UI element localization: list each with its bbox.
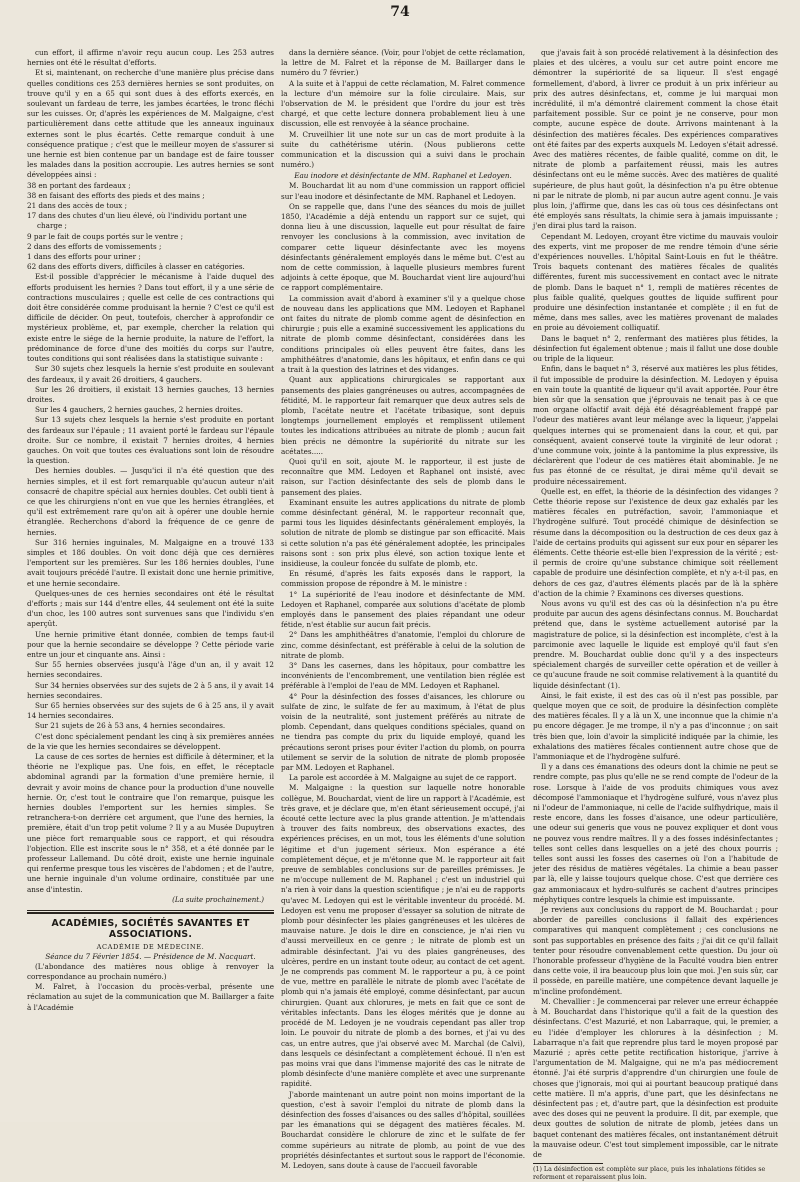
paragraph: Sur 55 hernies observées jusqu'à l'âge d'un an, il y avait 12 hernies secondaires.	[27, 660, 274, 680]
subsection-heading: Eau inodore et désinfectante de MM. Raphanel et Ledoyen.	[294, 171, 512, 181]
paragraph: La parole est accordée à M. Malgaigne au sujet de ce rapport.	[289, 773, 517, 783]
paragraph: En résumé, d'après les faits exposés dans le rapport, la commission propose de répondre à M. le ministre :	[281, 569, 525, 589]
paragraph: Sur 34 hernies observées sur des sujets de 2 à 5 ans, il y avait 14 hernies secondaires.	[27, 680, 274, 700]
paragraph: Il y a dans ces émanations des odeurs dont la chimie ne peut se rendre compte, pas plus qu'elle ne se rend compte de l'odeur de la rose. Lorsque à l'aide de vos produits chimiques vous avez décomposé l'ammoniaque et l'hydrogène sulfuré, vous n'avez plus ni l'odeur de l'ammoniaque, ni celle de l'acide sulfhydrique, mais il reste encore, dans les fosses d'aisance, une odeur particulière, une odeur sui generis que vous ne pouvez expliquer et dont vous ne pouvez vous rendre maîtres. Il y a des fosses indésinfectantes ; telles sont celles dans lesquelles on a jeté des choux pourris ; telles sont aussi les fosses des casernes où l'on a l'habitude de jeter des résidus de matières végétales. La chimie a beau passer par là, elle y laisse toujours quelque chose. C'est que derrière ces gaz ammoniacaux et hydro-sulfurés se cachent d'autres principes méphytiques contre lesquels la chimie est impuissante.	[533, 762, 778, 904]
to-be-continued: (La suite prochainement.)	[172, 895, 264, 904]
section-title: ACADÉMIES, SOCIÉTÉS SAVANTES ET ASSOCIATIONS.	[51, 917, 250, 940]
paragraph: Sur 65 hernies observées sur des sujets de 6 à 25 ans, il y avait 14 hernies secondaires.	[27, 701, 274, 721]
column-middle-part-b	[281, 181, 525, 1171]
academy-name: ACADÉMIE DE MÉDECINE.	[96, 942, 205, 951]
footnote: (1) La désinfection est complète sur place, puis les inhalations fétides se reforment et reparaissent plus loin.	[533, 1166, 766, 1182]
paragraph: Sur 316 hernies inguinales, M. Malgaigne en a trouvé 133 simples et 186 doubles. On voit donc déjà que ces dernières l'emportent sur les premières. Sur les 186 hernies doubles, l'une avait toujours précédé l'autre. Il existait donc une hernie primitive, et une hernie secondaire.	[27, 537, 274, 588]
page-number: 74	[390, 4, 410, 20]
paragraph: Nous avons vu qu'il est des cas où la désinfection n'a pu être produite par aucun des agens désinfectans connus. M. Bouchardat prétend que, dans le système actuellement autorisé par la magistrature de police, si la désinfection est incomplète, c'est à la parcimonie avec laquelle le liquide est employé qu'il faut s'en prendre. M. Bouchardat oublie donc qu'il y a des inspecteurs spécialement chargés de surveiller cette opération et de veiller à ce qu'aucune fraude ne soit commise relativement à la quantité du liquide désinfectant (1).	[533, 598, 778, 690]
paragraph: Sur les 26 droitiers, il existait 13 hernies gauches, 13 hernies droites.	[27, 384, 274, 404]
paragraph: que j'avais fait à son procédé relativement à la désinfection des plaies et des ulcères, a voulu sur cet autre point encore me démontrer la supériorité de sa liqueur. Il s'est engagé formellement, d'abord, à livrer ce produit à un prix inférieur au prix des autres désinfectans, et, comme je lui marquai mon incrédulité, il m'a démontré clairement comment la chose était parfaitement possible. Sur ce point je ne conserve, pour mon compte, aucune espèce de doute. Arrivons maintenant à la désinfection des matières fécales. Des expériences comparatives ont été faites par des experts auxquels M. Ledoyen s'était adressé. Avec des matières récentes, de faible qualité, comme on dit, le nitrate de plomb a parfaitement réussi, mais les autres désinfectans ont eu le même succès. Avec des matières de qualité supérieure, de plus haut goût, la désinfection n'a pu être obtenue ni par le nitrate de plomb, ni par aucun autre agent connu. Je vais plus loin, j'affirme que, dans les cas où tous ces désinfectans ont été employés sans résultats, la chimie sera à jamais impuissante ; j'en dirai plus tard la raison.	[533, 48, 778, 231]
paragraph: 62 dans des efforts divers, difficiles à classer en catégories.	[27, 262, 245, 272]
paragraph: cun effort, il affirme n'avoir reçu aucun coup. Les 253 autres hernies ont été le résultat d'efforts.	[27, 48, 274, 68]
paragraph: Des hernies doubles. — Jusqu'ici il n'a été question que des hernies simples, et il est fort remarquable qu'aucun auteur n'ait consacré de chapitre spécial aux hernies doubles. Cet oubli tient à ce que les chirurgiens n'ont en vue que les hernies étranglées, et qu'il est extrêmement rare qu'on ait à opérer une double hernie étranglée. Recherchons d'abord la fréquence de ce genre de hernies.	[27, 466, 274, 537]
paragraph: Sur les 4 gauchers, 2 hernies gauches, 2 hernies droites.	[35, 405, 243, 415]
paragraph: Cependant M. Ledoyen, croyant être victime du mauvais vouloir des experts, vint me proposer de me rendre témoin d'une série d'expériences nouvelles. L'hôpital Saint-Louis en fut le théâtre. Trois baquets contenant des matières fécales de qualités différentes, furent mis successivement en contact avec le nitrate de plomb. Dans le baquet n° 1, rempli de matières récentes de plus faible qualité, quelques gouttes de liquide suffirent pour produire une désinfection instantanée et complète ; il en fut de même, dans mes salles, avec les matières provenant de malades en proie au dévoiement colliquatif.	[533, 231, 778, 333]
paragraph: 1 dans des efforts pour uriner ;	[27, 252, 141, 262]
paragraph: Quelques-unes de ces hernies secondaires ont été le résultat d'efforts ; mais sur 144 d'entre elles, 44 seulement ont été la suite d'un choc, les 100 autres sont survenues sans que l'individu s'en aperçût.	[27, 588, 274, 629]
paragraph: Une hernie primitive étant donnée, combien de temps faut-il pour que la hernie secondaire se développe ? Cette période varie entre un jour et cinquante ans. Ainsi :	[27, 629, 274, 659]
paragraph: M. Malgaigne : la question sur laquelle notre honorable collègue, M. Bouchardat, vient de lire un rapport à l'Académie, est très grave, et je déclare que, m'en étant sérieusement occupé, j'ai écouté cette lecture avec la plus grande attention. Je m'attendais à trouver des faits nombreux, des observations exactes, des expériences précises, en un mot, tous les éléments d'une solution légitime et d'un jugement sérieux. Mon espérance a été complètement déçue, et je m'étonne que M. le rapporteur ait fait preuve de semblables conclusions sur de pareilles prémisses. Je ne m'occupe nullement de M. Raphanel ; c'est un industriel qui n'a rien à voir dans la question scientifique ; je n'ai eu de rapports qu'avec M. Ledoyen qui est le véritable inventeur du procédé. M. Ledoyen est venu me proposer d'essayer sa solution de nitrate de plomb pour désinfecter les plaies gangréneuses et les ulcères de mauvaise nature. Je dois le dire en conscience, je n'ai rien vu d'aussi merveilleux en ce genre ; le nitrate de plomb est un admirable désinfectant. J'ai vu des plaies gangréneuses, des ulcères, perdre en un instant toute odeur, au contact de cet agent. Je ne comprends pas comment M. le rapporteur a pu, à ce point de vue, mettre en parallèle le nitrate de plomb avec l'acétate de plomb qui n'a jamais été employé, comme désinfectant, par aucun chirurgien. Quant aux chlorures, je mets en fait que ce sont de véritables infectants. Dans les éloges mérités que je donne au procédé de M. Ledoyen je ne voudrais cependant pas aller trop loin. Le pouvoir du nitrate de plomb a des bornes, et j'ai vu des cas, un entre autres, que j'ai observé avec M. Marchal (de Calvi), dans lesquels ce désinfectant a complètement échoué. Il n'en est pas moins vrai que dans l'immense majorité des cas le nitrate de plomb désinfecte d'une manière complète et avec une surprenante rapidité.	[281, 783, 526, 1089]
paragraph: 2° Dans les amphithéâtres d'anatomie, l'emploi du chlorure de zinc, comme désinfectant, est préférable à celui de la solution de nitrate de plomb.	[281, 630, 525, 660]
paragraph: Dans le baquet n° 2, renfermant des matières plus fétides, la désinfection fut également obtenue ; mais il fallut une dose double ou triple de la liqueur.	[533, 333, 778, 364]
paragraph: (L'abondance des matières nous oblige à renvoyer la correspondance au prochain numéro.)	[27, 961, 274, 982]
column-middle	[281, 48, 526, 1170]
paragraph: C'est donc spécialement pendant les cinq à six premières années de la vie que les hernies secondaires se développent.	[27, 731, 274, 751]
paragraph: La cause de ces sortes de hernies est difficile à déterminer, et la théorie ne l'explique pas. Une fois, en effet, le réceptacle abdominal agrandi par la formation d'une première hernie, il devrait y avoir moins de chance pour la production d'une nouvelle hernie. Or, c'est tout le contraire que l'on remarque, puisque les hernies doubles l'emportent sur les hernies simples. Se retranchera-t-on derrière cet argument, que l'une des hernies, la première, était d'un trop petit volume ? Il y a au Musée Dupuytren une pièce fort remarquable sous ce rapport, et qui résoudra l'objection. Elle est inscrite sous le n° 358, et a été donnée par le professeur Lallemand. Du côté droit, existe une hernie inguinale qui renferme presque tous les viscères de l'abdomen ; et de l'autre, une hernie inguinale d'un volume ordinaire, constituée par une anse d'intestin.	[27, 752, 274, 894]
paragraph: Quant aux applications chirurgicales se rapportant aux pansements des plaies gangréneuses ou autres, accompagnées de fétidité, M. le rapporteur fait remarquer que deux autres sels de plomb, l'acétate neutre et l'acétate tribasique, sont depuis longtemps journellement employés et remplissent utilement toutes les indications attribuées au nitrate de plomb ; aucun fait bien précis ne démontre la supériorité du nitrate sur les acétates.....	[281, 375, 525, 456]
paragraph: 4° Pour la désinfection des fosses d'aisances, les chlorure ou sulfate de zinc, le sulfate de fer au maximum, à l'état de plus voisin de la neutralité, sont justement préférés au nitrate de plomb. Cependant, dans quelques conditions spéciales, quand on ne tiendra pas compte du prix du liquide employé, quand les précautions seront prises pour éviter l'action du plomb, on pourra utilement se servir de la solution de nitrate de plomb proposée par MM. Ledoyen et Raphanel.	[281, 691, 525, 773]
section-rule	[27, 910, 274, 911]
section-rule-thick	[27, 912, 274, 914]
paragraph: dans la dernière séance. (Voir, pour l'objet de cette réclamation, la lettre de M. Falret et la réponse de M. Baillarger dans le numéro du 7 février.)	[281, 48, 525, 78]
paragraph: Sur 21 sujets de 26 à 53 ans, 4 hernies secondaires.	[35, 721, 226, 731]
column-left-body	[27, 48, 274, 895]
paragraph: Est-il possible d'apprécier le mécanisme à l'aide duquel des efforts produisent les hernies ? Dans tout effort, il y a une série de contractions musculaires ; quelle est celle de ces contractions qui doit être considérée comme produisant la hernie ? C'est ce qu'il est difficile de décider. On peut, toutefois, chercher à approfondir ce mystérieux problème, et, par exemple, chercher la relation qui existe entre le siége de la hernie produite, la nature de l'effort, la prédominance de force d'une des moitiés du corps sur l'autre, toutes conditions qui sont réalisées dans la statistique suivante :	[27, 272, 274, 364]
column-left-after	[27, 962, 274, 1013]
paragraph: 3° Dans les casernes, dans les hôpitaux, pour combattre les inconvénients de l'encombrement, une ventilation bien réglée est préférable à l'emploi de l'eau de MM. Ledoyen et Raphanel.	[281, 660, 525, 691]
paragraph: Enfin, dans le baquet n° 3, réservé aux matières les plus fétides, il fut impossible de produire la désinfection. M. Ledoyen y épuisa en vain toute la quantité de liqueur qu'il avait apportée. Pour être bien sûr que la sensation que j'éprouvais ne tenait pas à ce que mon organe olfactif avait déjà été désagréablement frappé par l'odeur des matières avant leur mélange avec la liqueur, j'appelai quelques internes qui se promenaient dans la cour, et qui, par conséquent, avaient conservé toute la virginité de leur odorat ; d'une commune voix, jointe à la pantomime la plus expressive, ils déclarèrent que l'odeur de ces matières était abominable. Je ne fus pas étonné de ce résultat, je dirai même qu'il devait se produire nécessairement.	[533, 364, 778, 486]
paragraph: J'aborde maintenant un autre point non moins important de la question, c'est à savoir l'emploi du nitrate de plomb dans la désinfection des fosses d'aisances ou des salles d'hôpital, souillées par les émanations qui se dégagent des matières fécales. M. Bouchardat considère le chlorure de zinc et le sulfate de fer comme supérieurs au nitrate de plomb, au point de vue des propriétés désinfectantes et surtout sous le rapport de l'économie. M. Ledoyen, sans doute à cause de l'accueil favorable	[281, 1089, 525, 1170]
session-line: Séance du 7 Février 1854. — Présidence de M. Nacquart.	[45, 951, 256, 961]
paragraph: Sur 13 sujets chez lesquels la hernie s'est produite en portant des fardeaux sur l'épaule ; 11 avaient porté le fardeau sur l'épaule droite. Sur ce nombre, il existait 7 hernies droites, 4 hernies gauches. On voit que toutes ces évaluations sont loin de résoudre la question.	[27, 415, 274, 466]
paragraph: 9 par le fait de coups portés sur le ventre ;	[27, 231, 183, 241]
paragraph: On se rappelle que, dans l'une des séances du mois de juillet 1850, l'Académie a déjà entendu un rapport sur ce sujet, qui donna lieu à une discussion, laquelle eut pour résultat de faire renvoyer les conclusions à la commission, avec invitation de comparer cette liqueur désinfectante avec les moyens désinfectants généralement employés dans le même but. C'est au nom de cette commission, à laquelle plusieurs membres furent adjoints à cette époque, que M. Bouchardat vient lire aujourd'hui ce rapport complémentaire.	[281, 201, 525, 293]
paragraph: 38 en faisant des efforts des pieds et des mains ;	[27, 190, 205, 200]
paragraph: A la suite et à l'appui de cette réclamation, M. Falret commence la lecture d'un mémoire sur la folie circulaire. Mais, sur l'observation de M. le président que l'ordre du jour est très chargé, et que cette lecture donnera probablement lieu à une discussion, elle est renvoyée à la séance prochaine.	[281, 78, 525, 129]
column-right	[533, 48, 778, 1182]
paragraph: Quelle est, en effet, la théorie de la désinfection des vidanges ? Cette théorie repose sur l'existence de deux gaz exhalés par les matières fécales en putréfaction, savoir, l'ammoniaque et l'hydrogène sulfuré. Tout procédé chimique de désinfection se résume dans la décomposition ou la destruction de ces deux gaz à l'aide de certains produits qui agissent sur eux pour en séparer les éléments. Cette théorie est-elle bien l'expression de la vérité ; est-il permis de croire qu'une substance chimique soit réellement capable de produire une désinfection complète, et n'y a-t-il pas, en dehors de ces gaz, d'autres éléments placés par de là la sphère d'action de la chimie ? Examinons ces diverses questions.	[533, 486, 778, 598]
column-middle-part-a	[281, 48, 525, 170]
paragraph: Et si, maintenant, on recherche d'une manière plus précise dans quelles conditions ces 253 dernières hernies se sont produites, on trouve qu'il y en a 65 qui sont dues à des efforts exercés, en soulevant un fardeau de terre, les jambes écartées, le tronc fléchi sur les cuisses. Or, d'après les expériences de M. Malgaigne, c'est particulièrement dans cette attitude que les anneaux inguinaux externes sont le plus écartés. Cette remarque conduit à une conséquence pratique ; c'est que le meilleur moyen de s'assurer si une hernie est bien contenue par un bandage est de faire tousser les malades dans la position accroupie. Les autres hernies se sont développées ainsi :	[27, 68, 274, 180]
paragraph: 2 dans des efforts de vomissements ;	[27, 241, 162, 251]
paragraph: Ainsi, le fait existe, il est des cas où il n'est pas possible, par quelque moyen que ce soit, de produire la désinfection complète des matières fécales. Il y a là un X, une inconnue que la chimie n'a pu encore dégager. Je me trompe, il n'y a pas d'inconnue ; on sait très bien que, loin d'avoir la simplicité indiquée par la chimie, les exhalations des matières fécales contiennent autre chose que de l'ammoniaque et de l'hydrogène sulfuré.	[533, 690, 778, 762]
paragraph: Examinant ensuite les autres applications du nitrate de plomb comme désinfectant général, M. le rapporteur reconnaît que, parmi tous les liquides désinfectants généralement employés, la solution de nitrate de plomb se distingue par son efficacité. Mais si cette solution n'a pas été généralement adoptée, les principales raisons sont : son prix plus élevé, son action toxique lente et insidieuse, la couleur foncée du sulfate de plomb, etc.	[281, 497, 525, 568]
footnote-rule	[533, 1163, 603, 1164]
paragraph: 1° La supériorité de l'eau inodore et désinfectante de MM. Ledoyen et Raphanel, comparée aux solutions d'acétate de plomb employés dans le pansement des plaies répandant une odeur fétide, n'est établie sur aucun fait précis.	[281, 589, 525, 630]
paragraph: Je reviens aux conclusions du rapport de M. Bouchardat ; pour aborder de pareilles conclusions il fallait des expériences comparatives qui manquent complètement ; ces conclusions ne sont pas supportables en présence des faits ; j'ai dit ce qu'il fallait tenter pour résoudre convenablement cette question. Du jour où l'honorable professeur d'hygiène de la Faculté voudra bien entrer dans cette voie, il ira beaucoup plus loin que moi. J'en suis sûr, car il possède, en pareille matière, une compétence devant laquelle je m'incline profondément.	[533, 905, 778, 996]
paragraph: M. Falret, à l'occasion du procès-verbal, présente une réclamation au sujet de la communication que M. Baillarger a faite à l'Académie	[27, 982, 274, 1012]
paragraph: Sur 30 sujets chez lesquels la hernie s'est produite en soulevant des fardeaux, il y avait 26 droitiers, 4 gauchers.	[27, 364, 274, 384]
column-right-body	[533, 48, 778, 1160]
paragraph: Quoi qu'il en soit, ajoute M. le rapporteur, il est juste de reconnaître que MM. Ledoyen et Raphanel ont insisté, avec raison, sur l'action désinfectante des sels de plomb dans le pansement des plaies.	[281, 456, 525, 497]
paragraph: 17 dans des chutes d'un lieu élevé, où l'individu portant une charge ;	[27, 211, 247, 231]
paragraph: M. Chevallier : Je commencerai par relever une erreur échappée à M. Bouchardat dans l'historique qu'il a fait de la question des désinfectans. C'est Mazurié, et non Labarraque, qui, le premier, a eu l'idée d'employer les chlorures à la désinfection ; M. Labarraque n'a fait que reprendre plus tard le moyen proposé par Mazurié ; après cette petite rectification historique, j'arrive à l'argumentation de M. Malgaigne, qui ne m'a pas médiocrement étonné. J'ai été surpris d'apprendre d'un chirurgien une foule de choses que j'ignorais, moi qui ai pourtant beaucoup pratiqué dans cette matière. Il m'a appris, d'une part, que les désinfectans ne désinfectent pas ; et, d'autre part, que la désinfection est produite avec des doses qui ne peuvent la produire. Il dit, par exemple, que deux gouttes de solution de nitrate de plomb, jetées dans un baquet contenant des matières fécales, ont instantanément détruit la mauvaise odeur. C'est tout simplement impossible, car le nitrate de	[533, 996, 778, 1159]
column-left	[27, 48, 274, 1122]
paragraph: M. Cruveilhier lit une note sur un cas de mort produite à la suite du cathétérisme utérin. (Nous publierons cette communication et la discussion qui a suivi dans le prochain numéro.)	[281, 129, 525, 170]
paragraph: 38 en portant des fardeaux ;	[27, 180, 131, 190]
paragraph: 21 dans des accès de toux ;	[27, 201, 128, 211]
paragraph: M. Bouchardat lit au nom d'une commission un rapport officiel sur l'eau inodore et désinfectante de MM. Raphanel et Ledoyen.	[281, 181, 525, 201]
paragraph: La commission avait d'abord à examiner s'il y a quelque chose de nouveau dans les applications que MM. Ledoyen et Raphanel ont faites du nitrate de plomb comme agent de désinfection en chirurgie ; puis elle a examiné successivement les applications du nitrate de plomb comme désinfectant, considérées dans les conditions principales où elles peuvent être faites, dans les amphithéâtres d'anatomie, dans les hôpitaux, et enfin dans ce qui a trait à la question des latrines et des vidanges.	[281, 293, 525, 375]
